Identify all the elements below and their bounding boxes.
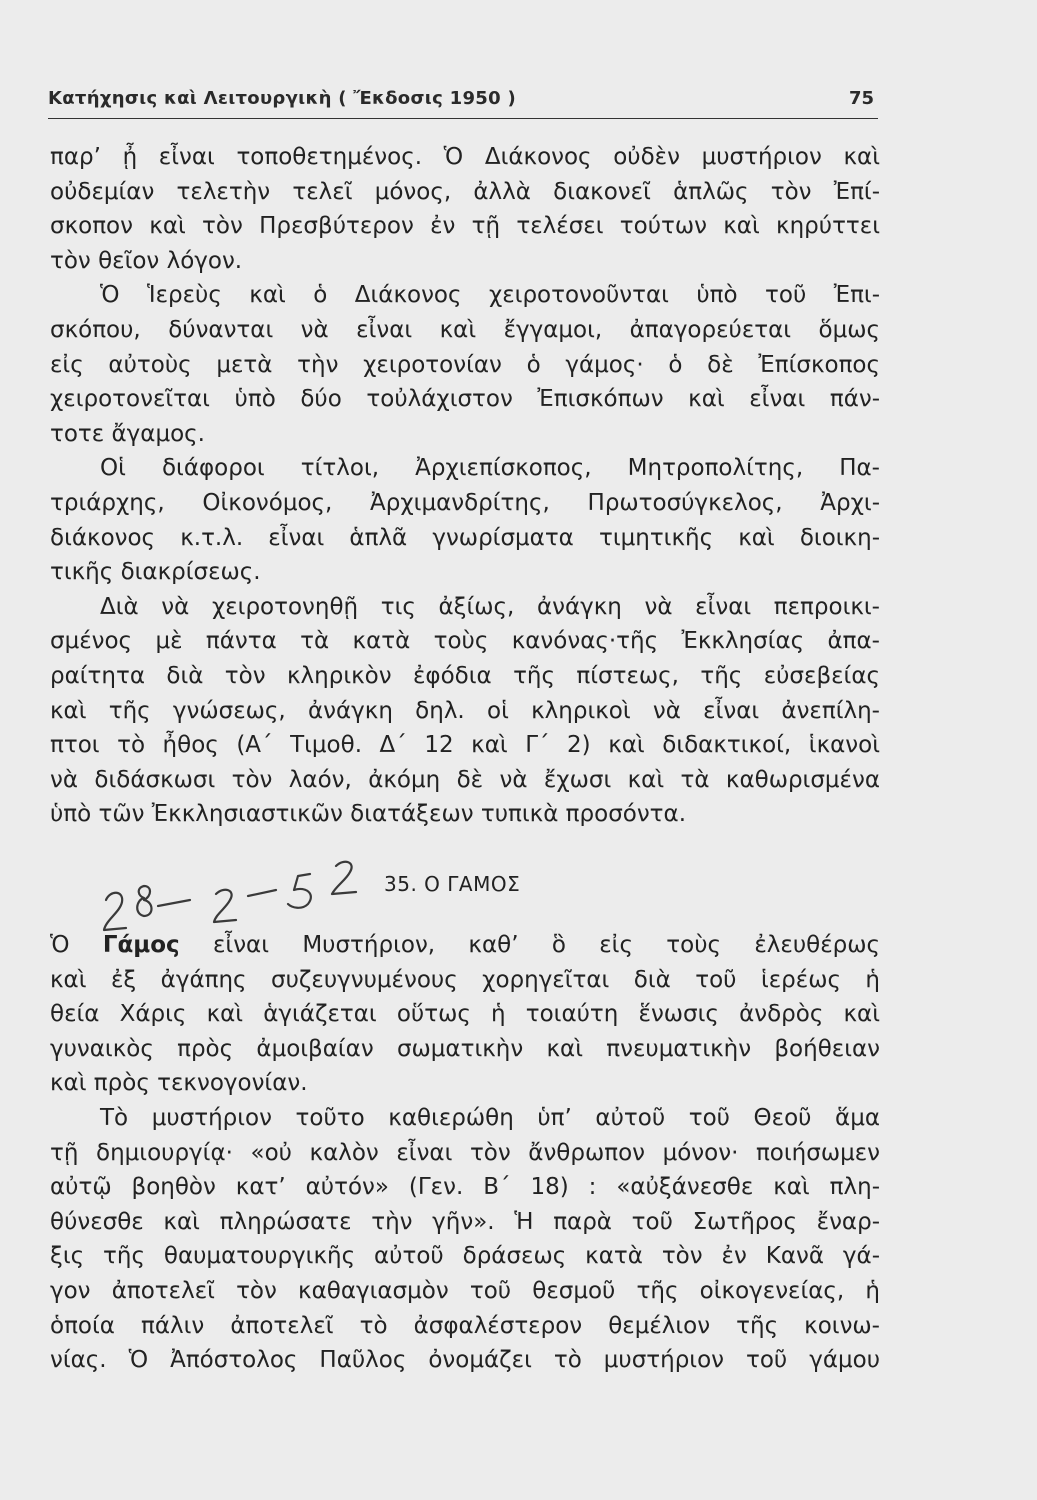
text-line: τοτε ἄγαμος. xyxy=(50,420,205,447)
text-line: ὑπὸ τῶν Ἐκκλησιαστικῶν διατάξεων τυπικὰ προσόντα. xyxy=(50,801,687,828)
text-line: σμένος μὲ πάντα τὰ κατὰ τοὺς κανόνας·τῆς Ἐκκλησίας ἀπα- xyxy=(50,628,880,655)
text-line: ραίτητα διὰ τὸν κληρικὸν ἐφόδια τῆς πίστεως, τῆς εὐσεβείας xyxy=(50,662,880,689)
text-line: πτοι τὸ ἦθος (Α΄ Τιμοθ. Δ΄ 12 καὶ Γ΄ 2) καὶ διδακτικοί, ἱκανοὶ xyxy=(50,732,880,759)
page-header xyxy=(48,84,878,119)
section-1-text xyxy=(50,140,880,832)
text-line: χειροτονεῖται ὑπὸ δύο τοὐλάχιστον Ἐπισκόπων καὶ εἶναι πάν- xyxy=(50,386,880,413)
text-line: ξις τῆς θαυματουργικῆς αὐτοῦ δράσεως κατὰ τὸν ἐν Κανᾶ γά- xyxy=(50,1243,880,1270)
text-line: τικῆς διακρίσεως. xyxy=(50,559,261,586)
text-line: γον ἀποτελεῖ τὸν καθαγιασμὸν τοῦ θεσμοῦ τῆς οἰκογενείας, ἡ xyxy=(50,1277,880,1304)
section-2-text xyxy=(50,928,880,1378)
text-line: Οἱ διάφοροι τίτλοι, Ἀρχιεπίσκοπος, Μητροπολίτης, Πα- xyxy=(100,455,880,482)
section-title: 35. Ο ΓΑΜΟΣ xyxy=(384,872,521,896)
text-line: σκόπου, δύνανται νὰ εἶναι καὶ ἔγγαμοι, ἀπαγορεύεται ὅμως xyxy=(50,316,880,343)
running-head: Κατήχησις καὶ Λειτουργικὴ ( Ἔκδοσις 1950 ) xyxy=(48,88,517,109)
section-heading xyxy=(50,868,880,908)
text-line: τριάρχης, Οἰκονόμος, Ἀρχιμανδρίτης, Πρωτοσύγκελος, Ἀρχι- xyxy=(50,489,880,516)
text-line: Διὰ νὰ χειροτονηθῇ τις ἀξίως, ἀνάγκη νὰ εἶναι πεπροικι- xyxy=(100,593,880,620)
text-line: καὶ τῆς γνώσεως, ἀνάγκη δηλ. οἱ κληρικοὶ νὰ εἶναι ἀνεπίλη- xyxy=(50,697,880,724)
text-line: οὐδεμίαν τελετὴν τελεῖ μόνος, ἀλλὰ διακονεῖ ἁπλῶς τὸν Ἐπί- xyxy=(50,178,880,205)
first-line-rest: εἶναι Μυστήριον, καθ’ ὃ εἰς τοὺς ἐλευθέρως xyxy=(179,932,880,958)
text-line: σκοπον καὶ τὸν Πρεσβύτερον ἐν τῇ τελέσει τούτων καὶ κηρύττει xyxy=(50,213,880,240)
text-line: γυναικὸς πρὸς ἀμοιβαίαν σωματικὴν καὶ πνευματικὴν βοήθειαν xyxy=(50,1035,880,1062)
page-number: 75 xyxy=(848,88,874,109)
text-line: αὐτῷ βοηθὸν κατ’ αὐτόν» (Γεν. Β΄ 18) : «αὐξάνεσθε καὶ πλη- xyxy=(50,1174,880,1201)
text-line: θεία Χάρις καὶ ἁγιάζεται οὕτως ἡ τοιαύτη ἕνωσις ἀνδρὸς καὶ xyxy=(50,1001,880,1028)
text-line: νίας. Ὁ Ἀπόστολος Παῦλος ὀνομάζει τὸ μυστήριον τοῦ γάμου xyxy=(50,1347,880,1374)
text-line: καὶ πρὸς τεκνογονίαν. xyxy=(50,1070,308,1097)
text-line: καὶ ἐξ ἀγάπης συζευγνυμένους χορηγεῖται διὰ τοῦ ἱερέως ἡ xyxy=(50,966,880,993)
text-line: Τὸ μυστήριον τοῦτο καθιερώθη ὑπ’ αὐτοῦ τοῦ Θεοῦ ἅμα xyxy=(100,1104,880,1131)
text-line: ὁποία πάλιν ἀποτελεῖ τὸ ἀσφαλέστερον θεμέλιον τῆς κοινω- xyxy=(50,1312,880,1339)
text-line: τῇ δημιουργίᾳ· «οὐ καλὸν εἶναι τὸν ἄνθρωπον μόνον· ποιήσωμεν xyxy=(50,1139,880,1166)
text-line: νὰ διδάσκωσι τὸν λαόν, ἀκόμη δὲ νὰ ἔχωσι καὶ τὰ καθωρισμένα xyxy=(50,766,880,793)
text-line: παρ’ ᾖ εἶναι τοποθετημένος. Ὁ Διάκονος οὐδὲν μυστήριον καὶ xyxy=(50,144,880,170)
text-line-first xyxy=(50,928,880,963)
text-line: διάκονος κ.τ.λ. εἶναι ἁπλᾶ γνωρίσματα τιμητικῆς καὶ διοικη- xyxy=(50,524,880,551)
text-line: θύνεσθε καὶ πληρώσατε τὴν γῆν». Ἡ παρὰ τοῦ Σωτῆρος ἔναρ- xyxy=(50,1208,880,1235)
text-line: τὸν θεῖον λόγον. xyxy=(50,247,243,274)
defined-term: Γάμος xyxy=(102,932,180,958)
text-line: εἰς αὐτοὺς μετὰ τὴν χειροτονίαν ὁ γάμος· ὁ δὲ Ἐπίσκοπος xyxy=(50,351,880,378)
lead-text: Ὁ xyxy=(50,932,103,958)
text-line: Ὁ Ἱερεὺς καὶ ὁ Διάκονος χειροτονοῦνται ὑπὸ τοῦ Ἐπι- xyxy=(100,282,880,309)
